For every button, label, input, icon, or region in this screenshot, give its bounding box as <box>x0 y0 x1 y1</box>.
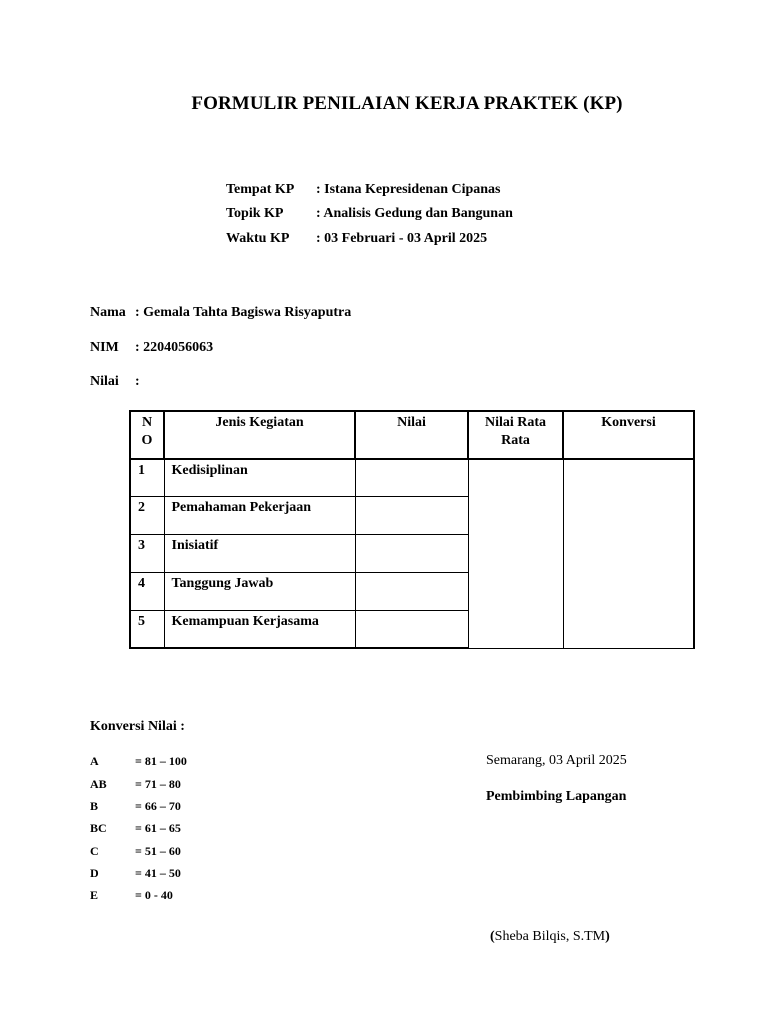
header-no: N O <box>130 411 164 459</box>
list-item <box>90 888 173 903</box>
grade-letter: BC <box>90 821 107 835</box>
header-activity: Jenis Kegiatan <box>164 411 355 459</box>
student-value: : Gemala Tahta Bagiswa Risyaputra <box>135 305 352 320</box>
table-row <box>130 459 694 496</box>
supervisor-role: Pembimbing Lapangan <box>486 789 627 804</box>
grade-range: = 61 – 65 <box>135 821 181 835</box>
kp-info-label: Tempat KP <box>226 182 295 197</box>
row-number: 1 <box>130 459 164 496</box>
student-label: Nilai <box>90 374 119 389</box>
grade-letter: E <box>90 888 99 902</box>
table-header-row <box>130 411 694 459</box>
row-number: 4 <box>130 572 164 610</box>
place-date: Semarang, 03 April 2025 <box>486 753 627 768</box>
student-score <box>90 374 140 390</box>
row-activity: Kedisiplinan <box>164 459 355 496</box>
score-cell[interactable] <box>355 459 468 496</box>
grade-range: = 51 – 60 <box>135 844 181 858</box>
row-activity: Pemahaman Pekerjaan <box>164 496 355 534</box>
grade-range: = 41 – 50 <box>135 866 181 880</box>
supervisor-name: Sheba Bilqis, S.TM <box>494 929 606 944</box>
grade-letter: A <box>90 754 99 768</box>
kp-info-value: : Istana Kepresidenan Cipanas <box>316 182 501 197</box>
list-item <box>90 777 181 792</box>
header-average: Nilai Rata Rata <box>468 411 563 459</box>
kp-info-label: Waktu KP <box>226 231 290 246</box>
grade-letter: AB <box>90 777 107 791</box>
grade-range: = 0 - 40 <box>135 888 173 902</box>
row-number: 3 <box>130 534 164 572</box>
average-cell[interactable] <box>468 459 563 648</box>
student-nim <box>90 340 213 356</box>
row-activity: Tanggung Jawab <box>164 572 355 610</box>
row-activity: Kemampuan Kerjasama <box>164 610 355 648</box>
grade-range: = 71 – 80 <box>135 777 181 791</box>
student-value: : <box>135 374 140 389</box>
grade-letter: C <box>90 844 99 858</box>
grade-letter: D <box>90 866 99 880</box>
list-item <box>90 799 181 814</box>
conversion-cell[interactable] <box>563 459 694 648</box>
row-activity: Inisiatif <box>164 534 355 572</box>
score-cell[interactable] <box>355 610 468 648</box>
supervisor-signature <box>490 929 610 945</box>
header-conversion: Konversi <box>563 411 694 459</box>
row-number: 5 <box>130 610 164 648</box>
list-item <box>90 844 181 859</box>
close-paren: ) <box>605 929 610 944</box>
student-label: NIM <box>90 340 119 355</box>
kp-info-label: Topik KP <box>226 206 284 221</box>
score-cell[interactable] <box>355 496 468 534</box>
open-paren: ( <box>490 929 495 944</box>
list-item <box>90 866 181 881</box>
student-value: : 2204056063 <box>135 340 214 355</box>
header-score: Nilai <box>355 411 468 459</box>
grade-letter: B <box>90 799 99 813</box>
kp-info-place <box>226 182 501 198</box>
grade-range: = 81 – 100 <box>135 754 187 768</box>
row-number: 2 <box>130 496 164 534</box>
kp-info-time <box>226 231 487 247</box>
conversion-title: Konversi Nilai : <box>90 719 185 734</box>
grade-range: = 66 – 70 <box>135 799 181 813</box>
list-item <box>90 821 181 836</box>
kp-info-topic <box>226 206 513 222</box>
score-cell[interactable] <box>355 572 468 610</box>
student-label: Nama <box>90 305 126 320</box>
student-name <box>90 305 351 321</box>
kp-info-value: : 03 Februari - 03 April 2025 <box>316 231 488 246</box>
score-cell[interactable] <box>355 534 468 572</box>
form-title: FORMULIR PENILAIAN KERJA PRAKTEK (KP) <box>191 93 623 114</box>
kp-info-value: : Analisis Gedung dan Bangunan <box>316 206 513 221</box>
list-item <box>90 754 187 769</box>
grade-table <box>129 410 695 649</box>
